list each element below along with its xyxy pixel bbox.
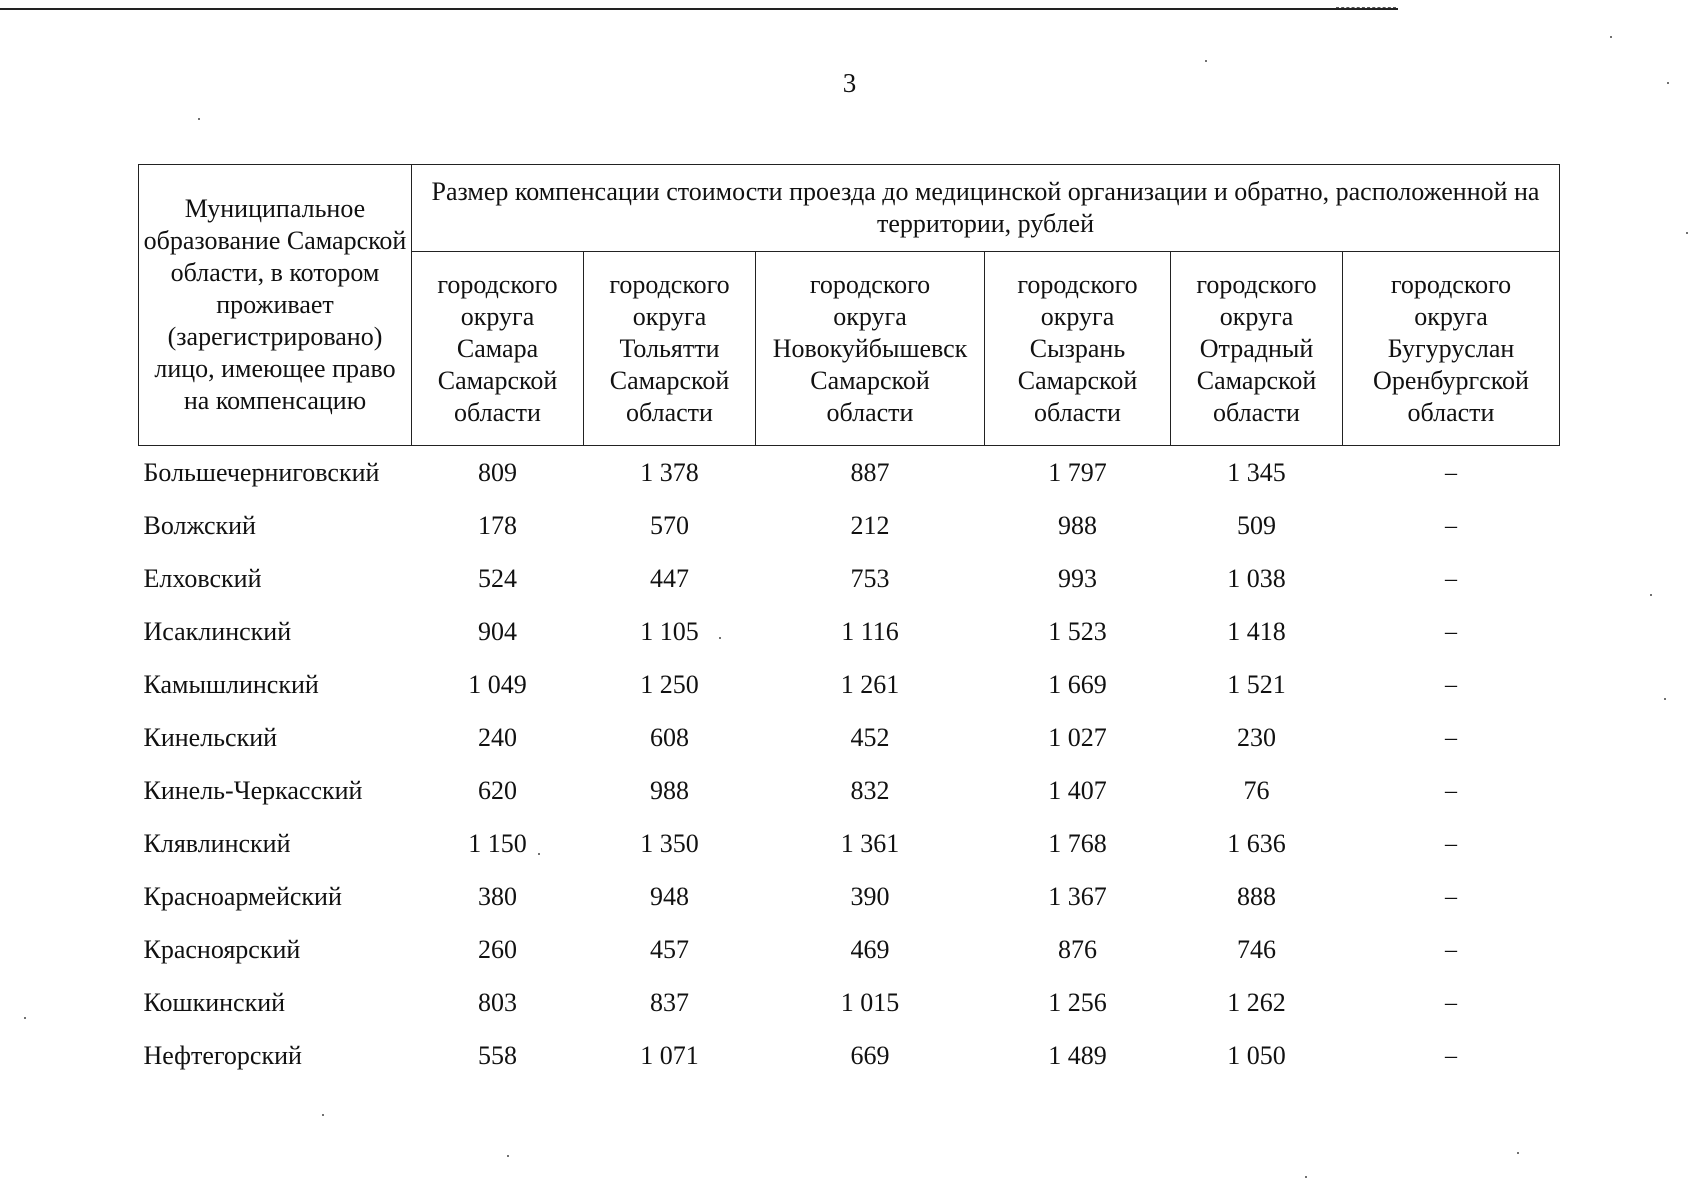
compensation-value: 1 105 bbox=[640, 616, 699, 646]
municipality-name: Нефтегорский bbox=[143, 1040, 302, 1070]
compensation-value: 837 bbox=[650, 987, 689, 1017]
compensation-value: 452 bbox=[850, 722, 890, 752]
header-row-top bbox=[139, 165, 1560, 252]
compensation-value: 1 050 bbox=[1227, 1040, 1286, 1070]
scan-speck bbox=[1664, 698, 1666, 700]
compensation-value: 993 bbox=[1058, 563, 1097, 593]
scan-speck bbox=[507, 1155, 509, 1157]
compensation-value: 1 262 bbox=[1227, 987, 1286, 1017]
district-header-line: Самарской bbox=[437, 365, 558, 395]
compensation-value: 1 261 bbox=[840, 669, 900, 699]
compensation-value: 753 bbox=[850, 563, 890, 593]
compensation-value: 1 350 bbox=[640, 828, 699, 858]
district-column-header bbox=[1343, 252, 1560, 446]
page-number: 3 bbox=[842, 68, 857, 98]
scan-speck bbox=[1650, 594, 1652, 596]
municipality-name: Камышлинский bbox=[143, 669, 319, 699]
scan-speck bbox=[1686, 232, 1688, 234]
compensation-value: – bbox=[1445, 459, 1457, 486]
compensation-value: – bbox=[1445, 724, 1457, 751]
compensation-value: 887 bbox=[850, 457, 890, 487]
table-row bbox=[139, 552, 1560, 605]
compensation-value: 809 bbox=[478, 457, 517, 487]
compensation-value: 1 407 bbox=[1048, 775, 1107, 805]
district-header-line: городского bbox=[1196, 269, 1317, 299]
district-header-line: Самарской bbox=[810, 365, 930, 395]
municipality-name: Елховский bbox=[143, 563, 262, 593]
district-header-line: области bbox=[1034, 397, 1121, 427]
compensation-value: 1 150 bbox=[468, 828, 527, 858]
compensation-value: 469 bbox=[850, 934, 890, 964]
district-header-line: области bbox=[626, 397, 713, 427]
district-header-line: городского bbox=[609, 269, 730, 299]
district-header-line: области bbox=[1407, 397, 1495, 427]
table-row bbox=[139, 658, 1560, 711]
compensation-value: 746 bbox=[1237, 934, 1276, 964]
district-header-line: округа bbox=[833, 301, 907, 331]
scan-speck bbox=[322, 1114, 324, 1116]
district-header-line: городского bbox=[1390, 269, 1512, 299]
district-header-line: округа bbox=[460, 301, 535, 331]
municipality-name: Кинель-Черкасский bbox=[143, 775, 363, 805]
table-row bbox=[139, 446, 1560, 500]
compensation-value: 1 345 bbox=[1227, 457, 1286, 487]
compensation-value: 1 521 bbox=[1227, 669, 1286, 699]
compensation-value: 1 367 bbox=[1048, 881, 1107, 911]
table-row bbox=[139, 817, 1560, 870]
compensation-value: 76 bbox=[1243, 775, 1270, 805]
district-header-line: Самарской bbox=[609, 365, 730, 395]
compensation-value: – bbox=[1445, 618, 1457, 645]
district-header-line: округа bbox=[1040, 301, 1115, 331]
municipality-name: Красноармейский bbox=[143, 881, 342, 911]
compensation-value: – bbox=[1445, 777, 1457, 804]
district-header-line: Тольятти bbox=[619, 333, 720, 363]
compensation-value: 948 bbox=[650, 881, 689, 911]
top-rule bbox=[0, 8, 1398, 10]
district-column-header bbox=[985, 252, 1171, 446]
compensation-value: 380 bbox=[478, 881, 517, 911]
compensation-value: 832 bbox=[850, 775, 890, 805]
district-header-line: Самарской bbox=[1196, 365, 1317, 395]
district-header-line: округа bbox=[632, 301, 707, 331]
compensation-value: 1 523 bbox=[1048, 616, 1107, 646]
compensation-value: 1 418 bbox=[1227, 616, 1286, 646]
municipality-name: Исаклинский bbox=[143, 616, 292, 646]
district-header-line: городского bbox=[437, 269, 558, 299]
district-column-header bbox=[412, 252, 584, 446]
compensation-value: 1 489 bbox=[1048, 1040, 1107, 1070]
scan-speck bbox=[1305, 1176, 1307, 1178]
district-header-line: Самара bbox=[456, 333, 539, 363]
compensation-value: 447 bbox=[650, 563, 689, 593]
compensation-table bbox=[138, 164, 1560, 1082]
compensation-value: – bbox=[1445, 936, 1457, 963]
municipality-column-header: Муниципальное образование Самарской области, в котором проживает (зарегистрировано) лицо, имеющее право на компенсацию bbox=[139, 165, 412, 446]
compensation-value: 988 bbox=[1058, 510, 1097, 540]
district-header-line: Сызрань bbox=[1029, 333, 1126, 363]
compensation-value: 1 071 bbox=[640, 1040, 699, 1070]
compensation-value: 1 256 bbox=[1048, 987, 1107, 1017]
district-header-line: области bbox=[826, 397, 914, 427]
district-header-line: округа bbox=[1219, 301, 1294, 331]
compensation-value: 1 378 bbox=[640, 457, 699, 487]
compensation-value: – bbox=[1445, 565, 1457, 592]
scan-speck bbox=[24, 1017, 26, 1019]
compensation-value: 230 bbox=[1237, 722, 1276, 752]
district-header-line: области bbox=[454, 397, 541, 427]
compensation-value: 240 bbox=[478, 722, 517, 752]
district-column-header bbox=[1171, 252, 1343, 446]
compensation-value: 1 049 bbox=[468, 669, 527, 699]
district-header-line: городского bbox=[809, 269, 931, 299]
scan-speck bbox=[1517, 1152, 1519, 1154]
municipality-name: Кошкинский bbox=[143, 987, 286, 1017]
compensation-value: 457 bbox=[650, 934, 689, 964]
table-body bbox=[139, 446, 1560, 1083]
scan-speck bbox=[198, 118, 200, 120]
municipality-name: Большечерниговский bbox=[143, 457, 380, 487]
compensation-value: 570 bbox=[650, 510, 689, 540]
compensation-value: 876 bbox=[1058, 934, 1097, 964]
table-row bbox=[139, 870, 1560, 923]
municipality-name: Кинельский bbox=[143, 722, 278, 752]
compensation-value: 1 027 bbox=[1048, 722, 1107, 752]
table-row bbox=[139, 605, 1560, 658]
compensation-value: – bbox=[1445, 512, 1457, 539]
district-header-line: Новокуйбышевск bbox=[772, 333, 968, 363]
compensation-value: 803 bbox=[478, 987, 517, 1017]
compensation-value: 1 038 bbox=[1227, 563, 1286, 593]
scan-speck bbox=[1205, 60, 1207, 62]
compensation-value: – bbox=[1445, 883, 1457, 910]
district-column-header bbox=[584, 252, 756, 446]
compensation-value: – bbox=[1445, 1042, 1457, 1069]
scan-speck bbox=[1610, 36, 1612, 38]
table-row bbox=[139, 764, 1560, 817]
compensation-value: 509 bbox=[1237, 510, 1276, 540]
compensation-value: 1 797 bbox=[1048, 457, 1107, 487]
compensation-value: 524 bbox=[478, 563, 517, 593]
compensation-value: 988 bbox=[650, 775, 689, 805]
compensation-value: 212 bbox=[850, 510, 890, 540]
compensation-group-header: Размер компенсации стоимости проезда до медицинской организации и обратно, расположенной на территории, рублей bbox=[412, 165, 1560, 252]
district-header-line: Оренбургской bbox=[1373, 365, 1529, 395]
compensation-value: 620 bbox=[478, 775, 517, 805]
compensation-value: 1 361 bbox=[840, 828, 900, 858]
compensation-value: 888 bbox=[1237, 881, 1276, 911]
district-column-header bbox=[756, 252, 985, 446]
top-rule-dash bbox=[1336, 7, 1396, 8]
compensation-value: 1 669 bbox=[1048, 669, 1107, 699]
compensation-value: 1 250 bbox=[640, 669, 699, 699]
compensation-value: – bbox=[1445, 830, 1457, 857]
district-header-line: Самарской bbox=[1017, 365, 1138, 395]
compensation-value: 1 015 bbox=[840, 987, 900, 1017]
table-header bbox=[139, 165, 1560, 446]
district-header-line: Бугуруслан bbox=[1387, 333, 1515, 363]
table-row bbox=[139, 711, 1560, 764]
district-header-line: Отрадный bbox=[1199, 333, 1314, 363]
district-header-line: области bbox=[1213, 397, 1300, 427]
district-header-line: городского bbox=[1017, 269, 1138, 299]
compensation-value: – bbox=[1445, 671, 1457, 698]
compensation-value: 558 bbox=[478, 1040, 517, 1070]
municipality-name: Волжский bbox=[143, 510, 256, 540]
table-row bbox=[139, 976, 1560, 1029]
table-row bbox=[139, 923, 1560, 976]
table-row bbox=[139, 499, 1560, 552]
compensation-value: 1 636 bbox=[1227, 828, 1286, 858]
municipality-name: Красноярский bbox=[143, 934, 301, 964]
compensation-value: 178 bbox=[478, 510, 517, 540]
compensation-value: 1 116 bbox=[841, 616, 899, 646]
compensation-value: 390 bbox=[850, 881, 890, 911]
compensation-value: 260 bbox=[478, 934, 517, 964]
compensation-value: 669 bbox=[850, 1040, 890, 1070]
municipality-name: Клявлинский bbox=[143, 828, 291, 858]
compensation-value: 904 bbox=[478, 616, 517, 646]
compensation-value: – bbox=[1445, 989, 1457, 1016]
compensation-value: 608 bbox=[650, 722, 689, 752]
table-row bbox=[139, 1029, 1560, 1082]
compensation-value: 1 768 bbox=[1048, 828, 1107, 858]
district-header-line: округа bbox=[1414, 301, 1488, 331]
